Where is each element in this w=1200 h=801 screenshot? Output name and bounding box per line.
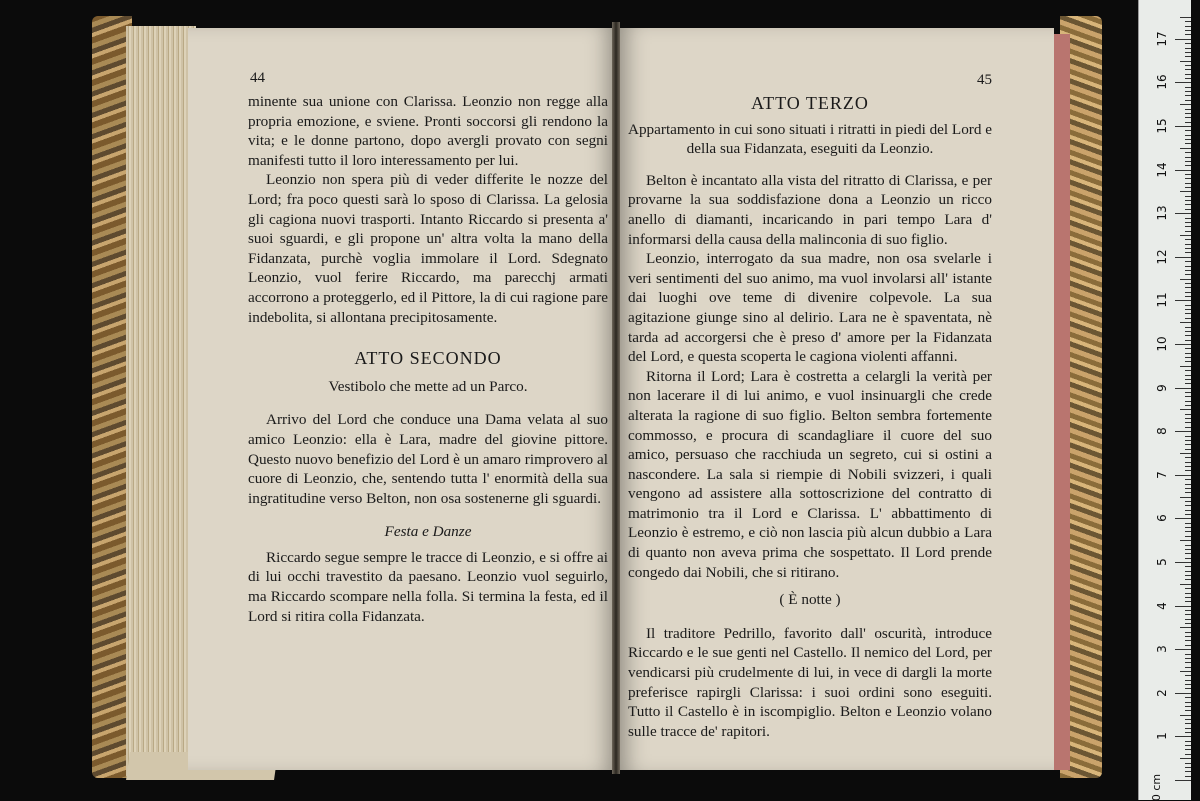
ruler-tick	[1175, 126, 1191, 127]
ruler-tick	[1180, 627, 1191, 628]
ruler-tick	[1185, 658, 1191, 659]
ruler-tick	[1185, 56, 1191, 57]
left-para-4: Riccardo segue sempre le tracce di Leonzio, e si offre ai di lui occhi travestito da paesano. Leonzio vuol seguirlo, ma Riccardo scompare nella folla. Si termina la festa, ed il Lord si ritira colla Fidanzata.	[248, 548, 608, 625]
ruler-tick	[1185, 313, 1191, 314]
page-edges-stack	[126, 26, 196, 776]
act-two-setting: Vestibolo che mette ad un Parco.	[328, 377, 528, 395]
ruler-tick	[1185, 26, 1191, 27]
ruler-tick	[1185, 157, 1191, 158]
ruler-tick	[1185, 331, 1191, 332]
ruler-tick	[1185, 593, 1191, 594]
ruler-tick	[1185, 728, 1191, 729]
ruler-tick	[1185, 501, 1191, 502]
ruler-tick	[1185, 763, 1191, 764]
ruler-tick	[1185, 610, 1191, 611]
ruler-tick	[1185, 152, 1191, 153]
left-para-1: minente sua unione con Clarissa. Leonzio non regge alla propria emozione, e sviene. Pronti soccorsi gli rendono la vita; e le donne partono, dopo avergli provato con segni manifesti tutto il loro interessamento per lui.	[248, 93, 608, 169]
ruler-tick	[1185, 697, 1191, 698]
ruler-tick	[1175, 518, 1191, 519]
left-page-number: 44	[250, 70, 265, 86]
ruler-number: 1	[1155, 732, 1169, 741]
ruler-tick	[1185, 418, 1191, 419]
ruler-tick	[1180, 453, 1191, 454]
ruler-tick	[1185, 575, 1191, 576]
ruler-tick	[1185, 645, 1191, 646]
ruler-tick	[1185, 688, 1191, 689]
ruler-tick	[1185, 78, 1191, 79]
ruler-tick	[1185, 100, 1191, 101]
ruler-tick	[1175, 475, 1191, 476]
ruler-tick	[1185, 771, 1191, 772]
ruler-tick	[1185, 266, 1191, 267]
ruler-tick	[1185, 52, 1191, 53]
ruler-tick	[1185, 449, 1191, 450]
ruler-tick	[1185, 754, 1191, 755]
ruler-tick	[1175, 257, 1191, 258]
ruler-tick	[1185, 514, 1191, 515]
ruler-tick	[1185, 479, 1191, 480]
ruler-tick	[1180, 148, 1191, 149]
ruler-tick	[1180, 366, 1191, 367]
ruler-tick	[1185, 623, 1191, 624]
ruler-tick	[1175, 649, 1191, 650]
ruler-number: 9	[1155, 383, 1169, 392]
ruler-tick	[1185, 143, 1191, 144]
ruler-tick	[1185, 675, 1191, 676]
ruler-number: 11	[1155, 292, 1169, 309]
ruler-tick	[1185, 527, 1191, 528]
ruler-tick	[1185, 65, 1191, 66]
ruler-tick	[1185, 91, 1191, 92]
ruler-tick	[1185, 436, 1191, 437]
right-para-1: Belton è incantato alla vista del ritratto di Clarissa, e per provarne la sua soddisfazione dona a Leonzio un ricco anello di diamanti, incaricando in pari tempo Lara d' informarsi della causa della malinconia di suo figlio.	[628, 171, 992, 248]
ruler-tick	[1180, 191, 1191, 192]
ruler-tick	[1185, 348, 1191, 349]
ruler-tick	[1185, 488, 1191, 489]
right-page-text	[628, 94, 992, 741]
ruler-tick	[1185, 741, 1191, 742]
ruler-tick	[1185, 95, 1191, 96]
ruler-tick	[1185, 492, 1191, 493]
ruler-tick	[1185, 309, 1191, 310]
ruler-tick	[1185, 239, 1191, 240]
ruler-tick	[1185, 566, 1191, 567]
right-para-3: Ritorna il Lord; Lara è costretta a celargli la verità per non lacerare il di lui animo, e vuol insinuargli che crede alterata la ragione di suo figlio. Belton sembra fortemente commosso, e procura di scandagliare il cuore del suo amico, persuaso che racchiuda un segreto, cui si ostini a nascondere. La sala si riempie di Nobili svizzeri, i quali vengono ad assistere alla sottoscrizione del contratto di matrimonio tra il Lord e Clarissa. L' abbattimento di Leonzio è estremo, e ciò non lascia più alcun dubbio a Lara di quanto non aveva prima che sospettato. Il Lord prende congedo dai Nobili, che si ritirano.	[628, 367, 992, 581]
ruler-tick	[1185, 710, 1191, 711]
ruler-tick	[1185, 361, 1191, 362]
ruler-tick	[1185, 619, 1191, 620]
ruler-tick	[1185, 226, 1191, 227]
ruler-tick	[1185, 21, 1191, 22]
ruler-tick	[1185, 178, 1191, 179]
ruler-tick	[1180, 497, 1191, 498]
ruler-number: 2	[1155, 688, 1169, 697]
ruler-number: 12	[1155, 249, 1169, 265]
ruler-tick	[1185, 30, 1191, 31]
ruler-tick	[1175, 736, 1191, 737]
ruler-tick	[1185, 74, 1191, 75]
ruler-tick	[1175, 39, 1191, 40]
ruler-tick	[1185, 383, 1191, 384]
ruler-tick	[1185, 505, 1191, 506]
ruler-tick	[1185, 379, 1191, 380]
ruler-tick	[1185, 680, 1191, 681]
ruler-tick	[1185, 745, 1191, 746]
ruler-tick	[1180, 322, 1191, 323]
ruler-tick	[1185, 43, 1191, 44]
ruler-number: 16	[1155, 74, 1169, 91]
ruler-tick	[1185, 601, 1191, 602]
ruler-tick	[1185, 654, 1191, 655]
ruler-tick	[1185, 702, 1191, 703]
ruler-tick	[1185, 34, 1191, 35]
ruler-tick	[1185, 510, 1191, 511]
ruler-tick	[1185, 327, 1191, 328]
act-three-setting: Appartamento in cui sono situati i ritratti in piedi del Lord e della sua Fidanzata, eseguiti da Leonzio.	[628, 120, 992, 158]
ruler-tick	[1185, 749, 1191, 750]
ruler-tick	[1185, 187, 1191, 188]
ruler-number: 4	[1155, 601, 1169, 610]
ruler-tick	[1185, 375, 1191, 376]
ruler-tick	[1185, 183, 1191, 184]
ruler-tick	[1180, 758, 1191, 759]
ruler-tick	[1180, 235, 1191, 236]
ruler-number: 13	[1155, 205, 1169, 221]
ruler-tick	[1180, 409, 1191, 410]
ruler-tick	[1180, 17, 1191, 18]
ruler-tick	[1185, 588, 1191, 589]
ruler-tick	[1185, 401, 1191, 402]
ruler-tick	[1185, 113, 1191, 114]
ruler-tick	[1185, 531, 1191, 532]
ruler-tick	[1185, 484, 1191, 485]
ruler-tick	[1175, 344, 1191, 345]
ruler-tick	[1185, 392, 1191, 393]
ruler-tick	[1185, 457, 1191, 458]
ruler-tick	[1175, 82, 1191, 83]
ruler-tick	[1185, 218, 1191, 219]
ruler-tick	[1185, 353, 1191, 354]
ruler-tick	[1185, 48, 1191, 49]
ruler-tick	[1185, 252, 1191, 253]
ruler-tick	[1185, 139, 1191, 140]
ruler-tick	[1185, 248, 1191, 249]
ruler-tick	[1185, 466, 1191, 467]
left-para-3: Arrivo del Lord che conduce una Dama velata al suo amico Leonzio: ella è Lara, madre del giovine pittore. Questo nuovo benefizio del Lord è un amaro rimprovero al cuore di Leonzio, che, sentendo tutta l' enormità della sua ingratitudine verso Belton, non osa sostenerne gli sguardi.	[248, 411, 608, 507]
ruler-tick	[1185, 69, 1191, 70]
ruler-tick	[1185, 405, 1191, 406]
ruler-number: 3	[1155, 645, 1169, 654]
ruler-tick	[1185, 767, 1191, 768]
ruler-tick	[1185, 422, 1191, 423]
ruler-tick	[1185, 579, 1191, 580]
ruler-tick	[1185, 261, 1191, 262]
ruler-tick	[1185, 204, 1191, 205]
ruler-tick	[1185, 636, 1191, 637]
ruler-tick	[1175, 780, 1191, 781]
measuring-ruler	[1138, 0, 1191, 800]
ruler-tick	[1185, 667, 1191, 668]
ruler-tick	[1185, 462, 1191, 463]
ruler-number: 6	[1155, 514, 1169, 523]
ruler-tick	[1185, 274, 1191, 275]
ruler-tick	[1185, 231, 1191, 232]
ruler-tick	[1185, 427, 1191, 428]
ruler-tick	[1185, 614, 1191, 615]
ruler-tick	[1185, 335, 1191, 336]
ruler-tick	[1185, 270, 1191, 271]
ruler-tick	[1180, 671, 1191, 672]
book-gutter	[612, 22, 620, 774]
ruler-tick	[1185, 553, 1191, 554]
ruler-tick	[1185, 470, 1191, 471]
ruler-tick	[1185, 130, 1191, 131]
ruler-tick	[1185, 523, 1191, 524]
ruler-tick	[1175, 213, 1191, 214]
ruler-unit-label: 0 cm	[1150, 773, 1164, 801]
ruler-tick	[1185, 122, 1191, 123]
ruler-tick	[1185, 357, 1191, 358]
scene-note: ( È notte )	[779, 591, 841, 609]
ruler-tick	[1185, 287, 1191, 288]
ruler-tick	[1180, 104, 1191, 105]
ruler-tick	[1185, 209, 1191, 210]
ruler-number: 5	[1155, 558, 1169, 566]
ruler-tick	[1185, 196, 1191, 197]
ruler-tick	[1185, 222, 1191, 223]
ruler-number: 7	[1155, 470, 1169, 479]
ruler-tick	[1180, 540, 1191, 541]
ruler-tick	[1175, 693, 1191, 694]
ruler-tick	[1185, 174, 1191, 175]
ruler-tick	[1185, 719, 1191, 720]
ruler-tick	[1175, 170, 1191, 171]
ruler-tick	[1175, 388, 1191, 389]
ruler-tick	[1185, 536, 1191, 537]
right-para-2: Leonzio, interrogato da sua madre, non osa svelarle i veri sentimenti del suo animo, ma vuol involarsi all' istante dai luoghi ove teme di divenire colpevole. La sua agitazione giunge sino al delirio. Lara ne è spaventata, nè tarda ad accorgersi che è preso d' amore per la Fidanzata del Lord, e questa scoperta le cagiona violenti affanni.	[628, 250, 992, 366]
right-para-4: Il traditore Pedrillo, favorito dall' oscurità, introduce Riccardo e le sue genti nel Castello. Il nemico del Lord, per vendicarsi più crudelmente di lui, in vece di dargli la morte preferisce rapirgli Clarissa: i suoi ordini sono eseguiti. Tutto il Castello è in iscompiglio. Belton e Leonzio volano sulle tracce de' rapitori.	[628, 624, 992, 740]
ruler-tick	[1185, 549, 1191, 550]
ruler-tick	[1185, 292, 1191, 293]
ruler-tick	[1185, 370, 1191, 371]
right-page-number: 45	[977, 72, 992, 88]
ruler-tick	[1185, 776, 1191, 777]
ruler-tick	[1185, 87, 1191, 88]
act-three-heading: ATTO TERZO	[751, 93, 869, 113]
ruler-tick	[1180, 61, 1191, 62]
ruler-number: 15	[1155, 118, 1169, 134]
ruler-tick	[1185, 305, 1191, 306]
ruler-tick	[1185, 161, 1191, 162]
ruler-tick	[1180, 584, 1191, 585]
ruler-tick	[1185, 597, 1191, 598]
ruler-tick	[1185, 732, 1191, 733]
ruler-tick	[1185, 545, 1191, 546]
ruler-number: 17	[1155, 31, 1169, 47]
ruler-tick	[1185, 296, 1191, 297]
ruler-tick	[1185, 684, 1191, 685]
left-page	[188, 28, 616, 770]
ruler-tick	[1180, 279, 1191, 280]
ruler-tick	[1185, 109, 1191, 110]
ruler-tick	[1185, 662, 1191, 663]
ruler-tick	[1185, 283, 1191, 284]
ruler-tick	[1185, 135, 1191, 136]
ruler-tick	[1185, 640, 1191, 641]
ruler-tick	[1185, 571, 1191, 572]
ruler-number: 14	[1155, 161, 1169, 178]
ruler-tick	[1185, 723, 1191, 724]
ruler-tick	[1185, 558, 1191, 559]
ruler-tick	[1185, 244, 1191, 245]
left-para-2: Leonzio non spera più di veder differite le nozze del Lord; fra poco questi sarà lo sposo di Clarissa. La gelosia gli cagiona nuovi trasporti. Intanto Riccardo si presenta a' suoi sguardi, e gli propone un' altra volta la mano della Fidanzata, purchè voglia immolare il Lord. Sdegnato Leonzio, vuol ferire Riccardo, ma parecchj armati accorrono a proteggerlo, ed il Pittore, la di cui ragione pare indebolita, si allontana precipitosamente.	[248, 171, 608, 326]
ruler-tick	[1185, 340, 1191, 341]
ruler-tick	[1175, 300, 1191, 301]
right-page	[618, 28, 1054, 770]
ruler-tick	[1185, 165, 1191, 166]
ruler-tick	[1175, 562, 1191, 563]
act-two-heading: ATTO SECONDO	[354, 348, 502, 369]
ruler-tick	[1185, 414, 1191, 415]
ruler-number: 10	[1155, 336, 1169, 352]
ruler-tick	[1175, 431, 1191, 432]
ruler-tick	[1185, 117, 1191, 118]
ruler-tick	[1185, 200, 1191, 201]
ruler-tick	[1185, 706, 1191, 707]
ruler-tick	[1185, 632, 1191, 633]
ruler-tick	[1185, 318, 1191, 319]
festa-heading: Festa e Danze	[384, 523, 472, 541]
ruler-tick	[1185, 396, 1191, 397]
ruler-tick	[1175, 606, 1191, 607]
left-page-text	[248, 92, 608, 626]
ruler-tick	[1180, 715, 1191, 716]
ruler-tick	[1185, 444, 1191, 445]
ruler-tick	[1185, 440, 1191, 441]
ruler-number: 8	[1155, 427, 1169, 436]
